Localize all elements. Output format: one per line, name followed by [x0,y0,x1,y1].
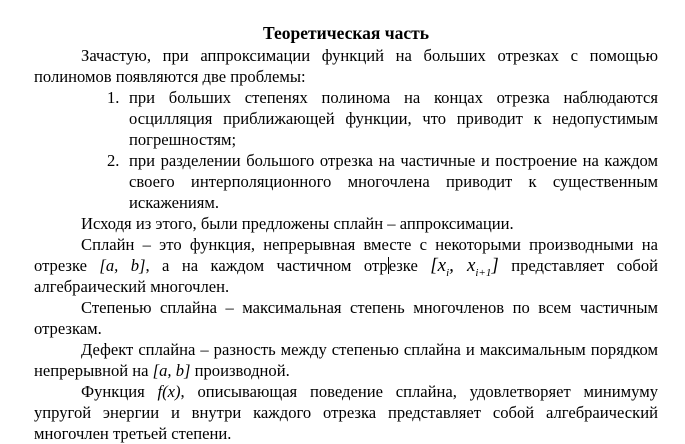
interval-ab: [a, b] [152,361,191,380]
list-item [34,87,658,150]
subinterval-formula [430,255,499,279]
text-run: Функция [81,382,158,401]
text-run: производной. [190,361,290,380]
text-run: езке [388,256,431,275]
document-page [34,22,658,444]
spline-definition-paragraph [34,234,658,297]
list-number: 2. [107,151,120,170]
comma: , [449,255,467,276]
subscript-i-plus-1: i+1 [475,266,492,279]
list-item-text: при больших степенях полинома на концах отрезка наблюдаются осцилляция приближающей функции, что приводит к недопустимым погрешностям; [129,88,658,149]
defect-definition-paragraph [34,339,658,381]
bracket-open: [ [430,255,438,276]
var-x: x [466,255,476,276]
problems-list [34,87,658,213]
list-item-text: при разделении большого отрезка на частичные и построение на каждом своего интерполяционного многочлена приводит к существенным искажениям. [129,151,658,212]
conclusion-paragraph: Исходя из этого, были предложены сплайн – аппроксимации. [81,214,514,233]
text-run: Дефект сплайна – разность между степенью сплайна и максимальным порядком непрерывной на [34,340,658,380]
text-run: Сплайн – это функция, непрерывная вместе с некоторыми производными на отрезке [34,235,658,275]
section-title: Теоретическая часть [263,23,429,43]
list-number: 1. [107,88,120,107]
list-item [34,150,658,213]
var-x: x [437,255,447,276]
text-run: представляет собой алгебраический многочлен. [34,256,658,296]
intro-paragraph: Зачастую, при аппроксимации функций на больших отрезках с помощью полиномов появляются две проблемы: [34,46,658,86]
degree-definition-paragraph: Степенью сплайна – максимальная степень многочленов по всем частичным отрезкам. [34,298,658,338]
function-definition-paragraph [34,381,658,444]
interval-ab: [a, b] [99,256,146,275]
bracket-close: ] [491,255,499,276]
function-fx: f(x) [157,382,181,401]
subscript-i: i [446,266,450,279]
text-run: , а на каждом частичном отр [145,256,388,275]
text-run: , описывающая поведение сплайна, удовлетворяет минимуму упругой энергии и внутри каждого отрезка представляет собой алгебраический многочлен третьей степени. [34,382,658,443]
